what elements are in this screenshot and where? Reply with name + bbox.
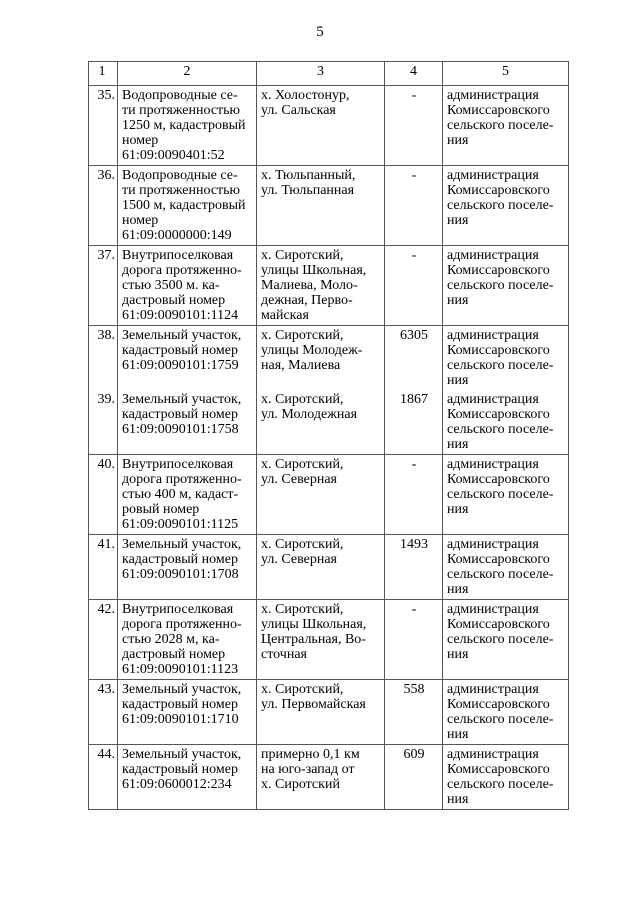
owner-cell [443, 390, 569, 455]
row-number-cell-text: 43. [97, 682, 115, 697]
object-description-cell [118, 535, 257, 600]
row-number-cell [89, 246, 118, 326]
header-cell-4: 4 [385, 62, 443, 86]
object-description-cell-text: Внутрипоселковая дорога протяженно- стью 3500 м. ка- дастровый номер 61:09:0090101:1124 [122, 248, 242, 323]
object-description-cell [118, 86, 257, 166]
table-header-row [89, 62, 569, 86]
object-description-cell-text: Внутрипоселковая дорога протяженно- стью 2028 м, ка- дастровый номер 61:09:0090101:1123 [122, 602, 242, 677]
property-registry-table [88, 61, 569, 810]
area-cell [385, 390, 443, 455]
row-number-cell [89, 745, 118, 810]
table-body [89, 62, 569, 810]
row-number-cell [89, 535, 118, 600]
location-cell-text: х. Сиротский, улицы Молодеж- ная, Малиева [261, 328, 363, 373]
area-cell [385, 600, 443, 680]
row-number-cell-text: 39. [97, 392, 115, 407]
location-cell [257, 86, 385, 166]
location-cell [257, 745, 385, 810]
owner-cell-text: администрация Комиссаровского сельского поселе- ния [447, 328, 554, 388]
location-cell-text: примерно 0,1 км на юго-запад от х. Сиротский [261, 747, 360, 792]
owner-cell-text: администрация Комиссаровского сельского поселе- ния [447, 537, 554, 597]
location-cell-text: х. Тюльпанный, ул. Тюльпанная [261, 168, 356, 198]
location-cell [257, 535, 385, 600]
owner-cell-text: администрация Комиссаровского сельского поселе- ния [447, 88, 554, 148]
row-number-cell [89, 86, 118, 166]
header-cell-2: 2 [118, 62, 257, 86]
location-cell [257, 166, 385, 246]
owner-cell [443, 166, 569, 246]
owner-cell-text: администрация Комиссаровского сельского поселе- ния [447, 747, 554, 807]
area-cell [385, 246, 443, 326]
owner-cell [443, 246, 569, 326]
location-cell-text: х. Сиротский, ул. Северная [261, 537, 344, 567]
object-description-cell-text: Водопроводные се- ти протяженностью 1500 м, кадастровый номер 61:09:0000000:149 [122, 168, 246, 243]
location-cell-text: х. Сиротский, ул. Северная [261, 457, 344, 487]
row-number-cell [89, 390, 118, 455]
object-description-cell-text: Земельный участок, кадастровый номер 61:09:0090101:1710 [122, 682, 242, 727]
location-cell [257, 246, 385, 326]
area-cell [385, 680, 443, 745]
area-cell-text: - [411, 602, 417, 617]
owner-cell-text: администрация Комиссаровского сельского поселе- ния [447, 682, 554, 742]
table-row [89, 246, 569, 326]
object-description-cell-text: Водопроводные се- ти протяженностью 1250 м, кадастровый номер 61:09:0090401:52 [122, 88, 246, 163]
object-description-cell-text: Внутрипоселковая дорога протяженно- стью 400 м, кадаст- ровый номер 61:09:0090101:1125 [122, 457, 242, 532]
table-row [89, 390, 569, 455]
owner-cell [443, 600, 569, 680]
table-row [89, 680, 569, 745]
location-cell [257, 680, 385, 745]
row-number-cell-text: 36. [97, 168, 115, 183]
row-number-cell-text: 38. [97, 328, 115, 343]
location-cell-text: х. Сиротский, улицы Школьная, Малиева, Моло- дежная, Перво- майская [261, 248, 367, 323]
object-description-cell-text: Земельный участок, кадастровый номер 61:09:0600012:234 [122, 747, 242, 792]
row-number-cell [89, 455, 118, 535]
area-cell-text: 1493 [400, 537, 428, 552]
owner-cell [443, 86, 569, 166]
owner-cell-text: администрация Комиссаровского сельского поселе- ния [447, 392, 554, 452]
area-cell-text: - [411, 88, 417, 103]
row-number-cell [89, 600, 118, 680]
object-description-cell [118, 455, 257, 535]
table-row [89, 535, 569, 600]
table-row [89, 745, 569, 810]
object-description-cell [118, 600, 257, 680]
header-cell-1: 1 [89, 62, 118, 86]
area-cell-text: - [411, 168, 417, 183]
location-cell-text: х. Сиротский, улицы Школьная, Центральная, Во- сточная [261, 602, 367, 662]
object-description-cell [118, 390, 257, 455]
object-description-cell [118, 166, 257, 246]
object-description-cell [118, 246, 257, 326]
owner-cell [443, 455, 569, 535]
object-description-cell-text: Земельный участок, кадастровый номер 61:09:0090101:1759 [122, 328, 242, 373]
location-cell-text: х. Сиротский, ул. Молодежная [261, 392, 358, 422]
area-cell-text: 609 [403, 747, 425, 762]
table-row [89, 326, 569, 391]
owner-cell-text: администрация Комиссаровского сельского поселе- ния [447, 457, 554, 517]
location-cell [257, 455, 385, 535]
area-cell [385, 86, 443, 166]
object-description-cell [118, 680, 257, 745]
owner-cell [443, 680, 569, 745]
row-number-cell [89, 326, 118, 391]
owner-cell [443, 745, 569, 810]
object-description-cell-text: Земельный участок, кадастровый номер 61:09:0090101:1758 [122, 392, 242, 437]
location-cell [257, 326, 385, 391]
owner-cell-text: администрация Комиссаровского сельского поселе- ния [447, 248, 554, 308]
owner-cell-text: администрация Комиссаровского сельского поселе- ния [447, 168, 554, 228]
location-cell-text: х. Холостонур, ул. Сальская [261, 88, 350, 118]
row-number-cell [89, 680, 118, 745]
object-description-cell [118, 745, 257, 810]
page-number: 5 [316, 24, 324, 40]
area-cell [385, 535, 443, 600]
header-cell-3: 3 [257, 62, 385, 86]
table-row [89, 86, 569, 166]
owner-cell [443, 535, 569, 600]
area-cell [385, 455, 443, 535]
row-number-cell-text: 41. [97, 537, 115, 552]
table-row [89, 166, 569, 246]
area-cell-text: 6305 [400, 328, 428, 343]
area-cell-text: - [411, 457, 417, 472]
area-cell-text: - [411, 248, 417, 263]
table-row [89, 600, 569, 680]
owner-cell-text: администрация Комиссаровского сельского поселе- ния [447, 602, 554, 662]
row-number-cell-text: 42. [97, 602, 115, 617]
row-number-cell-text: 35. [97, 88, 115, 103]
area-cell [385, 166, 443, 246]
area-cell-text: 1867 [400, 392, 428, 407]
row-number-cell-text: 40. [97, 457, 115, 472]
area-cell [385, 745, 443, 810]
object-description-cell [118, 326, 257, 391]
location-cell [257, 390, 385, 455]
row-number-cell-text: 44. [97, 747, 115, 762]
row-number-cell [89, 166, 118, 246]
location-cell [257, 600, 385, 680]
header-cell-5: 5 [443, 62, 569, 86]
area-cell-text: 558 [403, 682, 425, 697]
row-number-cell-text: 37. [97, 248, 115, 263]
table-row [89, 455, 569, 535]
location-cell-text: х. Сиротский, ул. Первомайская [261, 682, 366, 712]
object-description-cell-text: Земельный участок, кадастровый номер 61:09:0090101:1708 [122, 537, 242, 582]
area-cell [385, 326, 443, 391]
owner-cell [443, 326, 569, 391]
